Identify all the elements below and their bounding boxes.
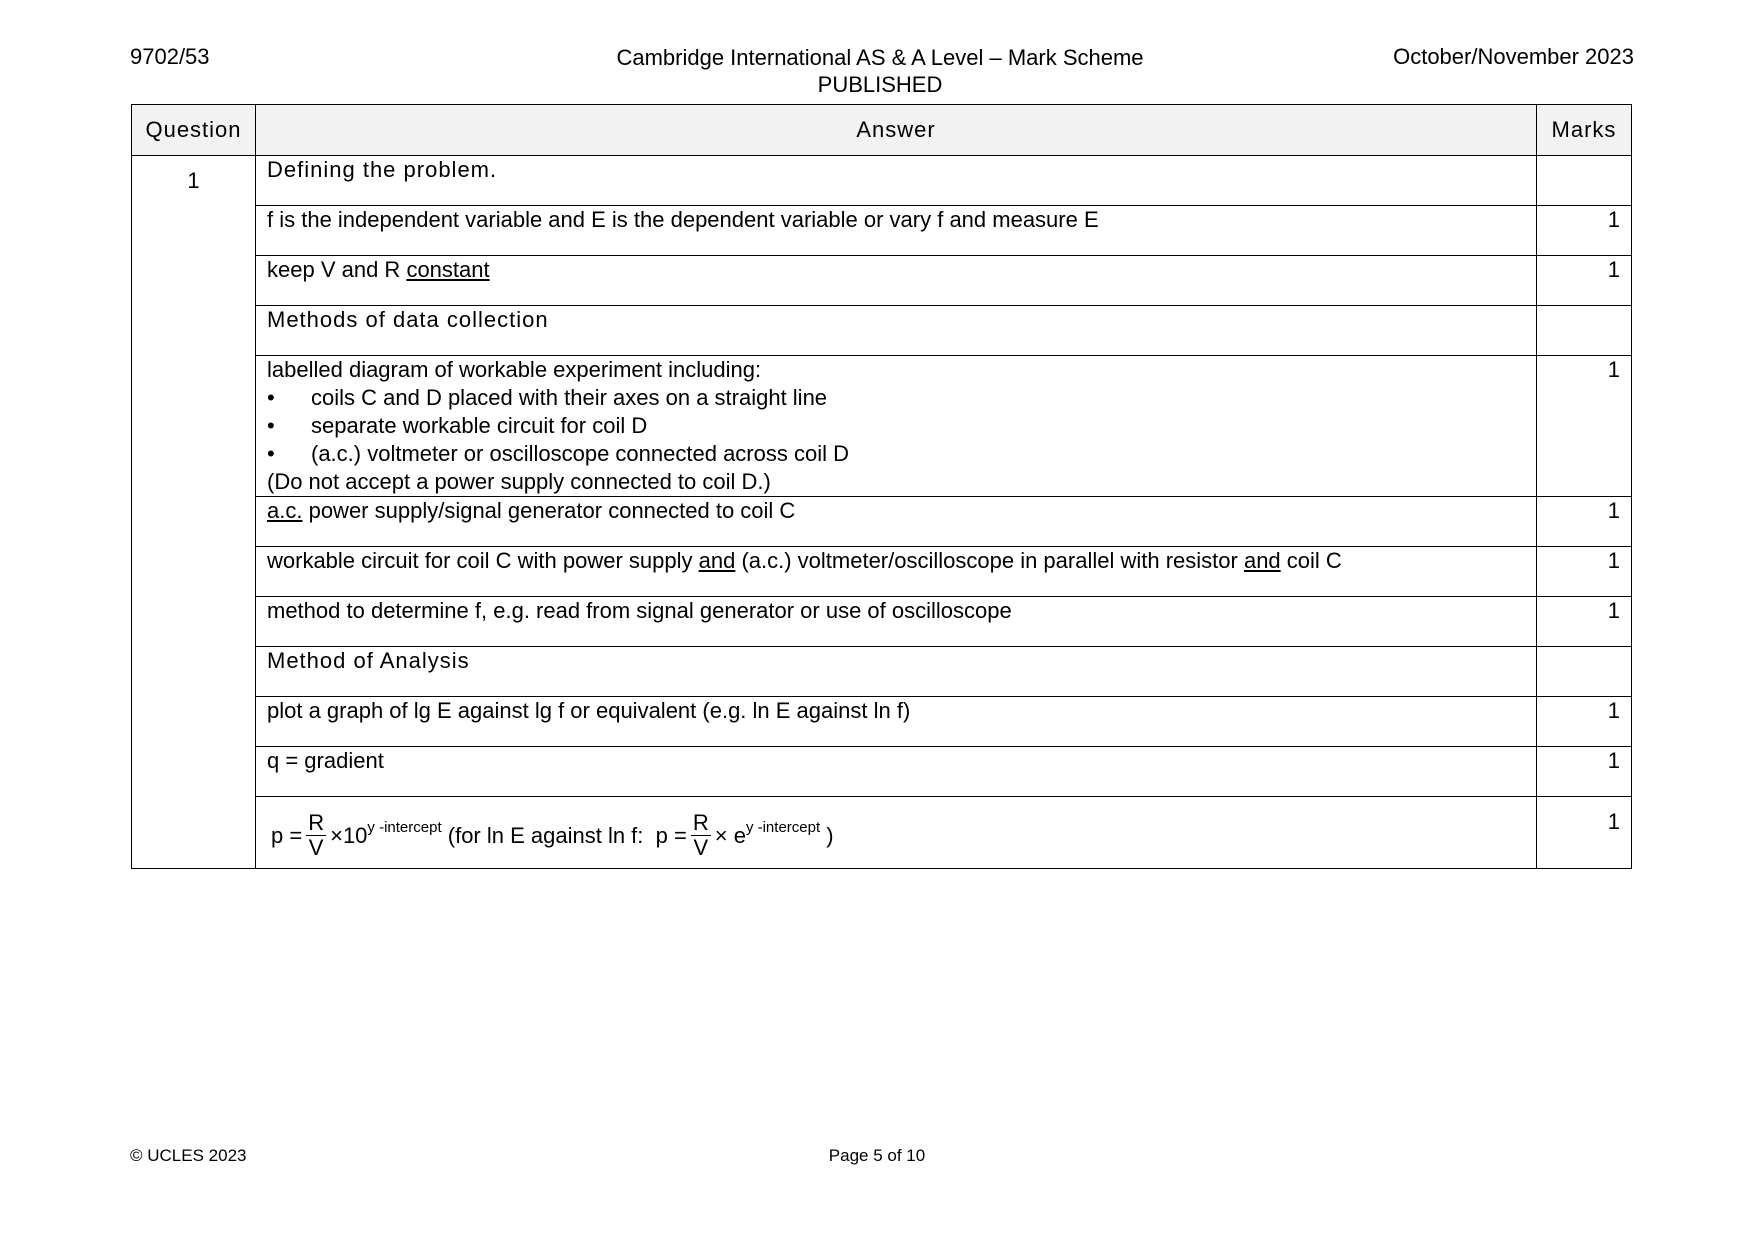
section-heading: Methods of data collection	[256, 306, 1537, 356]
formula-cell	[256, 797, 1537, 869]
fraction	[691, 811, 711, 860]
numerator: R	[308, 810, 325, 835]
formula-suffix: )	[826, 822, 834, 848]
marks-cell	[1537, 647, 1632, 697]
underlined-text: and	[698, 548, 736, 573]
paper-code: 9702/53	[130, 44, 210, 69]
column-header-marks: Marks	[1537, 105, 1632, 156]
exponent: y -intercept	[367, 818, 442, 836]
marks-cell: 1	[1537, 256, 1632, 306]
table-row	[132, 547, 1632, 597]
copyright: © UCLES 2023	[130, 1146, 247, 1165]
formula-times: ×10	[330, 822, 368, 848]
table-row	[132, 797, 1632, 869]
answer-text: power supply/signal generator connected to coil C	[302, 498, 796, 523]
column-header-answer: Answer	[256, 105, 1537, 156]
denominator: V	[693, 835, 709, 860]
answer-cell	[256, 256, 1537, 306]
document-title	[500, 44, 1260, 98]
denominator: V	[308, 835, 324, 860]
marks-cell: 1	[1537, 497, 1632, 547]
table-row	[132, 697, 1632, 747]
answer-cell: q = gradient	[256, 747, 1537, 797]
fraction	[306, 811, 326, 860]
page-number: Page 5 of 10	[828, 1146, 926, 1165]
section-heading: Defining the problem.	[256, 156, 1537, 206]
marks-cell: 1	[1537, 356, 1632, 497]
question-number: 1	[132, 156, 256, 869]
answer-text: coil C	[1280, 548, 1342, 573]
table-row	[132, 597, 1632, 647]
formula-natural-log	[448, 811, 834, 868]
formula-base10	[267, 797, 442, 860]
answer-cell: method to determine f, e.g. read from signal generator or use of oscilloscope	[256, 597, 1537, 647]
answer-intro: labelled diagram of workable experiment including:	[267, 357, 762, 382]
formula-lhs: p =	[655, 822, 687, 848]
published-label: PUBLISHED	[817, 72, 943, 97]
marks-cell	[1537, 306, 1632, 356]
formula-times: × e	[714, 822, 746, 848]
answer-cell	[256, 356, 1537, 497]
answer-text: workable circuit for coil C with power supply	[267, 548, 699, 573]
formula-lhs: p =	[271, 822, 303, 848]
bullet-list	[267, 384, 1525, 468]
table-row	[132, 256, 1632, 306]
numerator: R	[692, 810, 709, 835]
table-row	[132, 497, 1632, 547]
answer-cell: f is the independent variable and E is the dependent variable or vary f and measure E	[256, 206, 1537, 256]
marks-cell: 1	[1537, 697, 1632, 747]
answer-text: keep V and R	[267, 257, 407, 282]
marks-cell	[1537, 156, 1632, 206]
list-item: • coils C and D placed with their axes on a straight line	[267, 384, 1525, 412]
formula-prefix: (for ln E against ln f:	[447, 822, 644, 848]
marks-cell: 1	[1537, 206, 1632, 256]
exam-session: October/November 2023	[1393, 44, 1634, 69]
answer-text: (a.c.) voltmeter/oscilloscope in parallel with resistor	[735, 548, 1244, 573]
list-item: • (a.c.) voltmeter or oscilloscope connected across coil D	[267, 440, 1525, 468]
table-row	[132, 356, 1632, 497]
table-row	[132, 306, 1632, 356]
column-header-question: Question	[132, 105, 256, 156]
underlined-text: a.c.	[267, 498, 303, 523]
title-line: Cambridge International AS & A Level – Mark Scheme	[616, 45, 1144, 70]
table-header-row	[132, 105, 1632, 156]
mark-scheme-table	[131, 104, 1632, 869]
list-item: • separate workable circuit for coil D	[267, 412, 1525, 440]
underlined-text: constant	[406, 257, 490, 282]
table-row	[132, 206, 1632, 256]
marks-cell: 1	[1537, 797, 1632, 869]
table-row	[132, 156, 1632, 206]
table-row	[132, 747, 1632, 797]
answer-cell: plot a graph of lg E against lg f or equivalent (e.g. ln E against ln f)	[256, 697, 1537, 747]
answer-cell	[256, 547, 1537, 597]
answer-cell	[256, 497, 1537, 547]
exponent: y -intercept	[745, 818, 821, 836]
section-heading: Method of Analysis	[256, 647, 1537, 697]
table-row	[132, 647, 1632, 697]
answer-note: (Do not accept a power supply connected to coil D.)	[267, 469, 771, 494]
marks-cell: 1	[1537, 547, 1632, 597]
marks-cell: 1	[1537, 747, 1632, 797]
underlined-text: and	[1243, 548, 1281, 573]
marks-cell: 1	[1537, 597, 1632, 647]
